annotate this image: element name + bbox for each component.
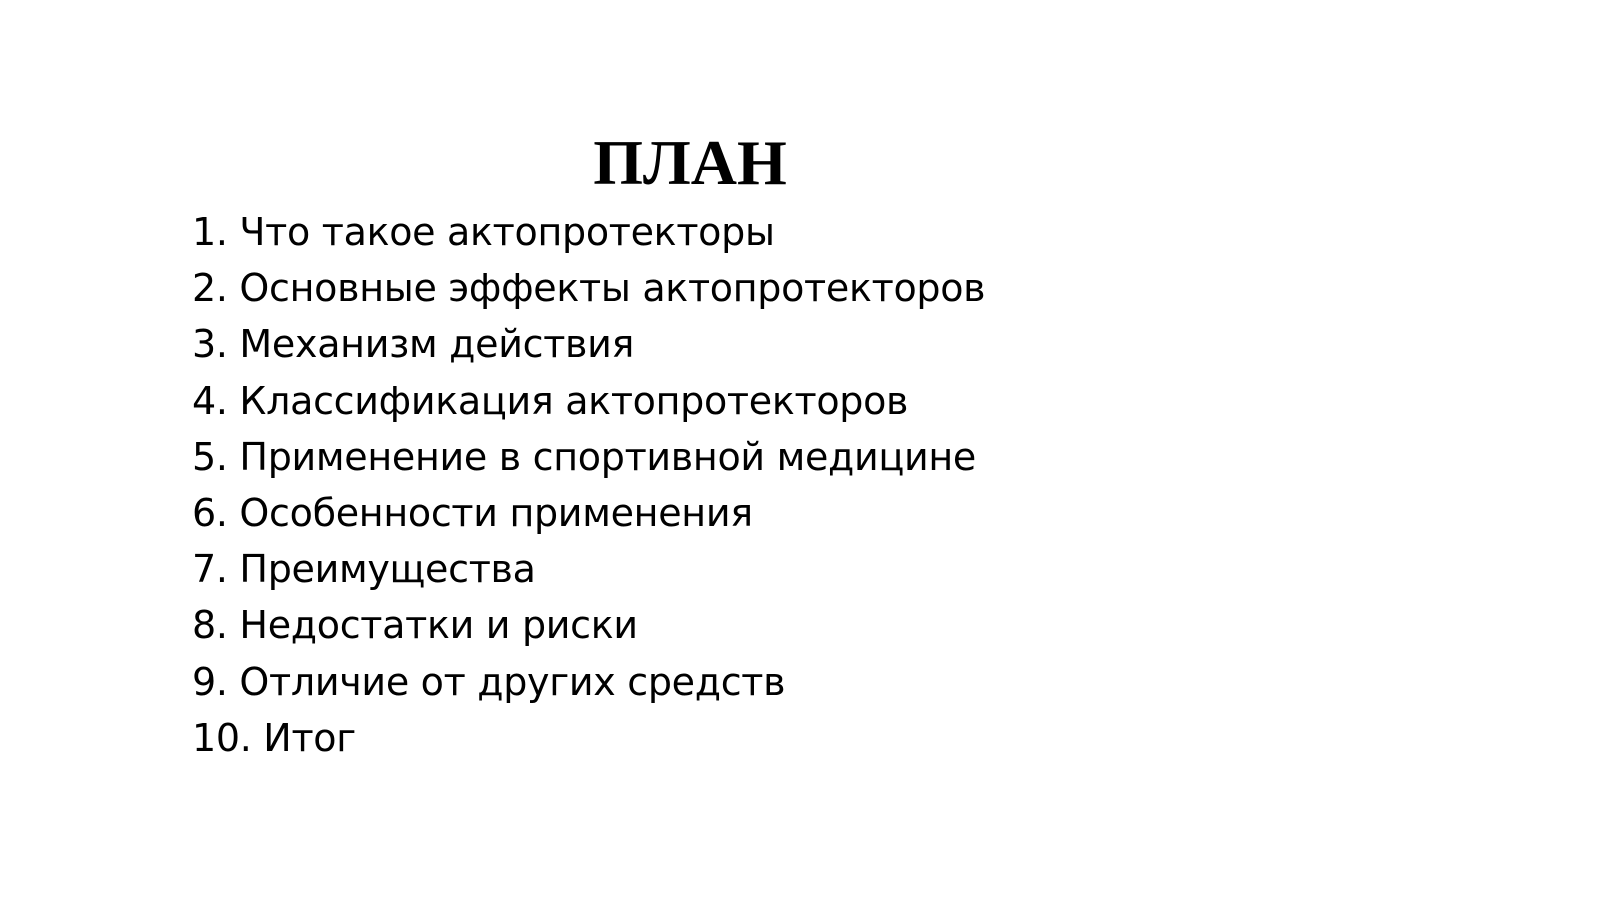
plan-item-2: 2. Основные эффекты актопротекторов <box>192 266 986 311</box>
plan-item-7: 7. Преимущества <box>192 547 536 592</box>
plan-item-10: 10. Итог <box>192 715 356 760</box>
plan-item-1: 1. Что такое актопротекторы <box>192 210 775 254</box>
plan-item-6: 6. Особенности применения <box>192 490 753 535</box>
plan-list <box>192 204 985 766</box>
plan-item-8: 8. Недостатки и риски <box>192 603 638 648</box>
plan-item-9: 9. Отличие от других средств <box>192 659 786 704</box>
plan-item-5: 5. Применение в спортивной медицине <box>192 434 976 479</box>
plan-item-4: 4. Классификация актопротекторов <box>192 378 909 423</box>
slide-title: ПЛАН <box>593 127 787 198</box>
plan-item-3: 3. Механизм действия <box>192 322 635 367</box>
